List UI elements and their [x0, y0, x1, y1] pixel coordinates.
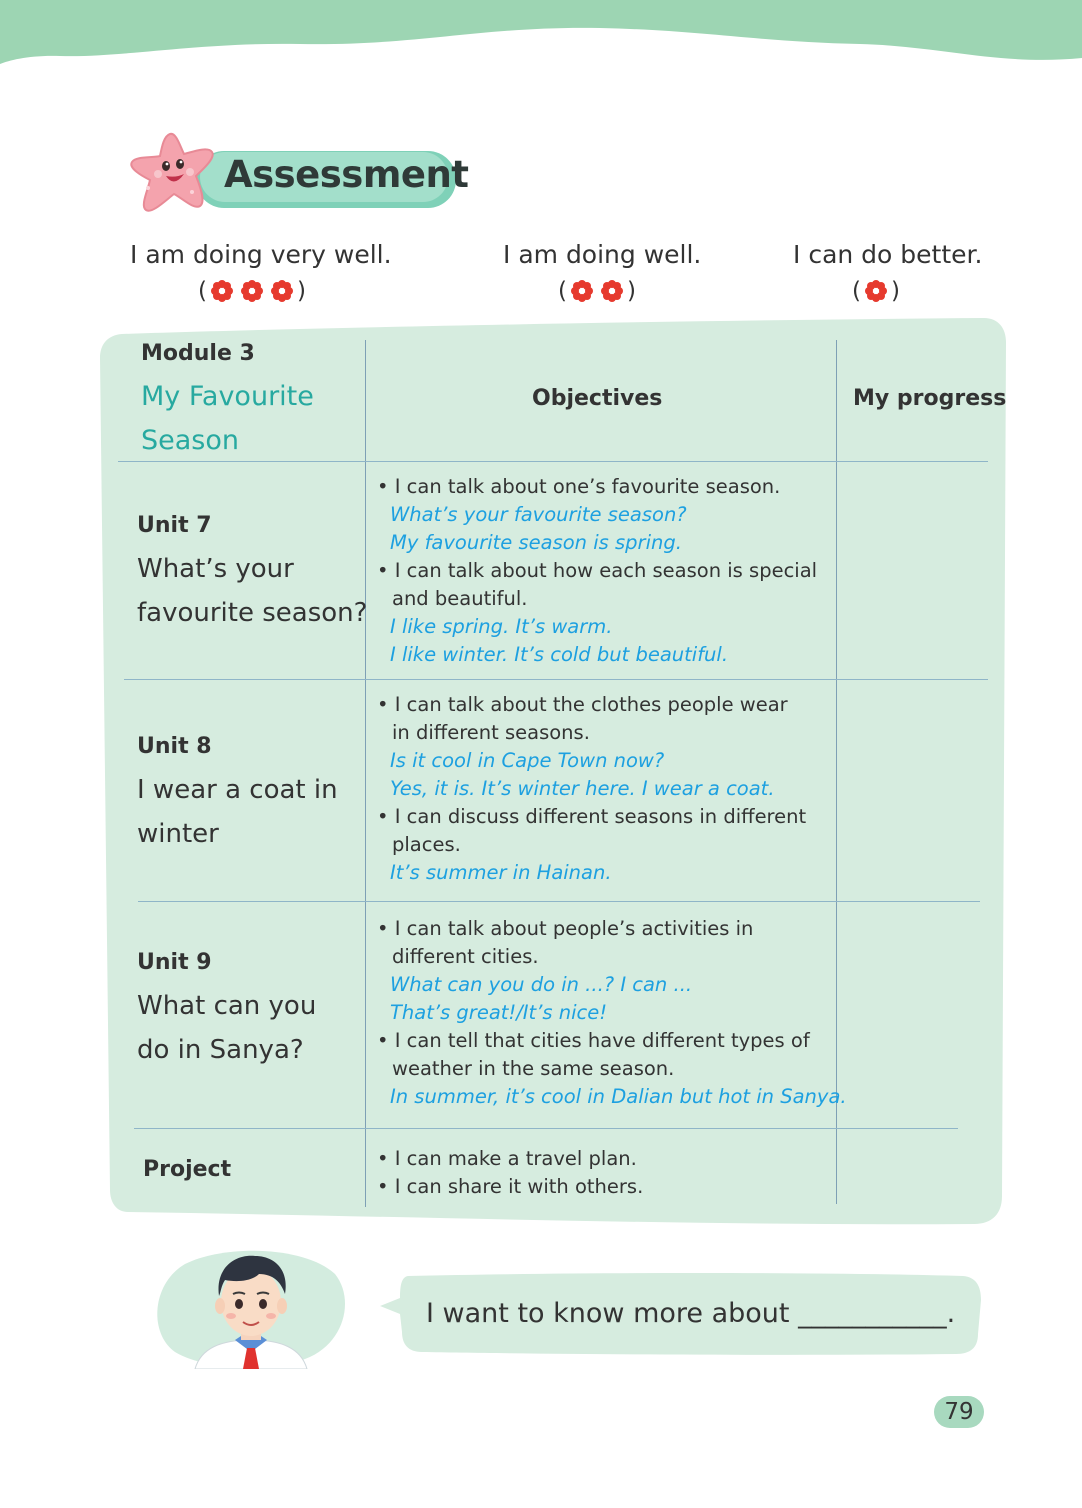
- objective-statement: • I can discuss different seasons in different: [377, 805, 807, 828]
- paren-open: (: [852, 278, 861, 304]
- row-divider-unit8: [138, 901, 980, 902]
- objectives-header: Objectives: [532, 386, 663, 411]
- flower-icon: [240, 279, 264, 303]
- speech-prompt: I want to know more about ___________.: [426, 1298, 956, 1329]
- row-divider-header: [118, 461, 988, 462]
- objective-statement: • I can talk about one’s favourite season.: [377, 475, 781, 498]
- unit-title-line2: winter: [137, 819, 219, 849]
- objective-statement: • I can talk about how each season is special: [377, 559, 818, 582]
- objective-continuation: places.: [392, 833, 461, 856]
- progress-header: My progress: [853, 386, 1007, 411]
- unit-label: Unit 9: [137, 950, 212, 975]
- example-sentence: I like winter. It’s cold but beautiful.: [390, 643, 729, 666]
- unit-title-line2: do in Sanya?: [137, 1035, 304, 1065]
- objectives-project: [377, 1145, 643, 1201]
- page-number: 79: [934, 1396, 984, 1428]
- objective-continuation: in different seasons.: [392, 721, 590, 744]
- objective-continuation: different cities.: [392, 945, 539, 968]
- column-divider-1: [365, 340, 366, 1207]
- paren-close: ): [626, 278, 636, 304]
- module-label: Module 3: [141, 341, 255, 366]
- example-sentence: That’s great!/It’s nice!: [390, 1001, 608, 1024]
- example-sentence: Yes, it is. It’s winter here. I wear a coat.: [390, 777, 775, 800]
- unit-title-line1: I wear a coat in: [137, 775, 338, 805]
- legend-very-well-rating: [198, 278, 306, 304]
- objective-statement: • I can make a travel plan.: [377, 1147, 637, 1170]
- example-sentence: It’s summer in Hainan.: [390, 861, 612, 884]
- example-sentence: Is it cool in Cape Town now?: [390, 749, 665, 772]
- paren-open: (: [558, 278, 567, 304]
- row-divider-unit9: [134, 1128, 958, 1129]
- starfish-mascot-icon: [126, 128, 218, 218]
- top-decorative-band: [0, 0, 1082, 80]
- paren-close: ): [296, 278, 306, 304]
- module-title-line1: My Favourite: [141, 381, 314, 412]
- legend-well-rating: [558, 278, 636, 304]
- objective-statement: • I can share it with others.: [377, 1175, 644, 1198]
- objective-continuation: and beautiful.: [392, 587, 528, 610]
- module-title-line2: Season: [141, 425, 239, 456]
- project-label: Project: [143, 1157, 232, 1182]
- paren-open: (: [198, 278, 207, 304]
- flower-icon: [270, 279, 294, 303]
- flower-icon: [864, 279, 888, 303]
- page-title: Assessment: [224, 153, 469, 196]
- example-sentence: I like spring. It’s warm.: [390, 615, 613, 638]
- objectives-unit7: [377, 473, 817, 669]
- objective-statement: • I can talk about people’s activities in: [377, 917, 754, 940]
- objective-statement: • I can talk about the clothes people wear: [377, 693, 788, 716]
- legend-very-well: I am doing very well.: [130, 240, 392, 269]
- flower-icon: [570, 279, 594, 303]
- unit-title-line1: What can you: [137, 991, 317, 1021]
- unit-label: Unit 7: [137, 513, 212, 538]
- legend-better: I can do better.: [793, 240, 983, 269]
- flower-icon: [210, 279, 234, 303]
- legend-well: I am doing well.: [503, 240, 702, 269]
- objective-continuation: weather in the same season.: [392, 1057, 675, 1080]
- example-sentence: What’s your favourite season?: [390, 503, 687, 526]
- boy-avatar: [155, 1244, 350, 1369]
- example-sentence: In summer, it’s cool in Dalian but hot in Sanya.: [390, 1085, 847, 1108]
- unit-title-line2: favourite season?: [137, 598, 368, 628]
- objectives-unit8: [377, 691, 806, 887]
- row-divider-unit7: [124, 679, 988, 680]
- objectives-unit9: [377, 915, 847, 1111]
- objective-statement: • I can tell that cities have different types of: [377, 1029, 810, 1052]
- example-sentence: My favourite season is spring.: [390, 531, 682, 554]
- paren-close: ): [890, 278, 900, 304]
- legend-better-rating: [852, 278, 900, 304]
- flower-icon: [600, 279, 624, 303]
- unit-label: Unit 8: [137, 734, 212, 759]
- unit-title-line1: What’s your: [137, 554, 294, 584]
- example-sentence: What can you do in ...? I can ...: [390, 973, 693, 996]
